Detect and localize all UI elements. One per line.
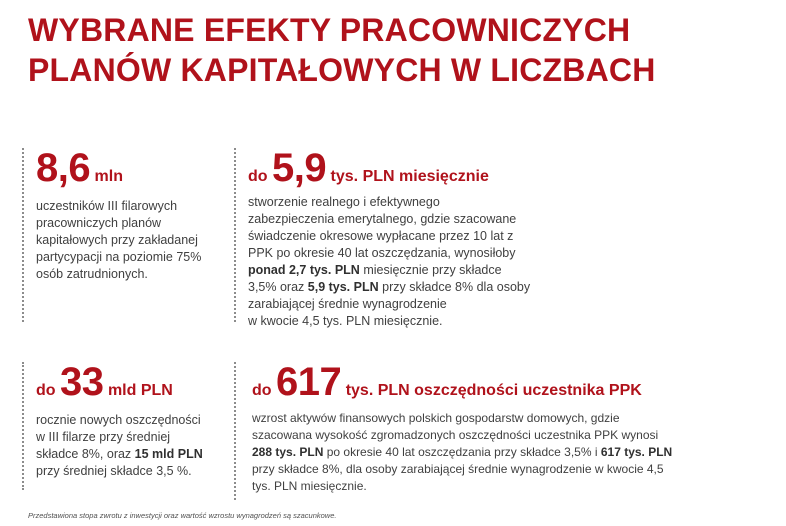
desc-line: świadczenie okresowe wypłacane przez 10 lat z	[248, 229, 514, 243]
desc-line: szacowana wysokość zgromadzonych oszczędności uczestnika PPK wynosi	[252, 428, 659, 442]
stat-description	[248, 194, 530, 330]
dotted-divider	[234, 148, 236, 322]
dotted-divider	[22, 148, 24, 322]
stat-headline	[36, 148, 201, 188]
stat-block-annual-savings	[22, 362, 222, 502]
desc-line: wzrost aktywów finansowych polskich gospodarstw domowych, gdzie	[252, 411, 620, 425]
stat-block-pension	[234, 146, 754, 328]
stat-description	[36, 412, 203, 480]
stat-unit: tys. PLN miesięcznie	[326, 168, 489, 185]
stat-prefix: do	[248, 168, 272, 185]
stat-unit: mld PLN	[103, 382, 173, 399]
stat-block-participant-savings	[234, 362, 754, 502]
desc-line: w III filarze przy średniej	[36, 430, 171, 444]
stat-number: 8,6	[36, 146, 91, 190]
title-line-1: WYBRANE EFEKTY PRACOWNICZYCH	[28, 12, 631, 48]
desc-line: w kwocie 4,5 tys. PLN miesięcznie.	[248, 314, 443, 328]
stat-number: 33	[60, 360, 104, 404]
desc-line: PPK po okresie 40 lat oszczędzania, wynosiłoby	[248, 246, 516, 260]
desc-line: rocznie nowych oszczędności	[36, 413, 201, 427]
desc-line: partycypacji na poziomie 75%	[36, 250, 202, 264]
desc-line: zarabiającej średnie wynagrodzenie	[248, 297, 447, 311]
desc-line: ponad 2,7 tys. PLN miesięcznie przy składce	[248, 263, 502, 277]
desc-line: pracowniczych planów	[36, 216, 162, 230]
desc-line: osób zatrudnionych.	[36, 267, 148, 281]
page-title	[28, 10, 768, 90]
stat-number: 617	[276, 360, 342, 404]
desc-line: przy składce 8%, dla osoby zarabiającej średnie wynagrodzenie w kwocie 4,5	[252, 462, 664, 476]
dotted-divider	[234, 362, 236, 500]
stat-headline	[252, 362, 672, 402]
desc-bold: ponad 2,7 tys. PLN	[248, 263, 360, 277]
stat-headline	[248, 148, 530, 188]
stat-headline	[36, 362, 203, 402]
stat-prefix: do	[252, 382, 276, 399]
dotted-divider	[22, 362, 24, 490]
desc-bold: 288 tys. PLN	[252, 445, 324, 459]
stat-block-participants	[22, 148, 222, 324]
footnote: Przedstawiona stopa zwrotu z inwestycji oraz wartość wzrostu wynagrodzeń są szacunkowe.	[28, 511, 337, 520]
desc-line: uczestników III filarowych	[36, 199, 178, 213]
desc-line: tys. PLN miesięcznie.	[252, 479, 367, 493]
desc-line: składce 8%, oraz 15 mld PLN	[36, 447, 203, 461]
stat-prefix: do	[36, 382, 60, 399]
desc-bold: 617 tys. PLN	[600, 445, 673, 459]
desc-line: 3,5% oraz 5,9 tys. PLN przy składce 8% dla osoby	[248, 280, 531, 294]
stat-unit: tys. PLN oszczędności uczestnika PPK	[341, 382, 642, 399]
desc-line: kapitałowych przy zakładanej	[36, 233, 198, 247]
stat-description	[36, 198, 201, 283]
desc-line: zabezpieczenia emerytalnego, gdzie szacowane	[248, 212, 517, 226]
desc-line: przy średniej składce 3,5 %.	[36, 464, 192, 478]
desc-bold: 5,9 tys. PLN	[307, 280, 379, 294]
stat-unit: mln	[90, 168, 123, 185]
stat-description	[252, 410, 672, 495]
desc-line: stworzenie realnego i efektywnego	[248, 195, 440, 209]
stat-number: 5,9	[272, 146, 327, 190]
desc-bold: 15 mld PLN	[134, 447, 203, 461]
desc-line: 288 tys. PLN po okresie 40 lat oszczędzania przy składce 3,5% i 617 tys. PLN	[252, 445, 673, 459]
title-line-2: PLANÓW KAPITAŁOWYCH W LICZBACH	[28, 52, 656, 88]
